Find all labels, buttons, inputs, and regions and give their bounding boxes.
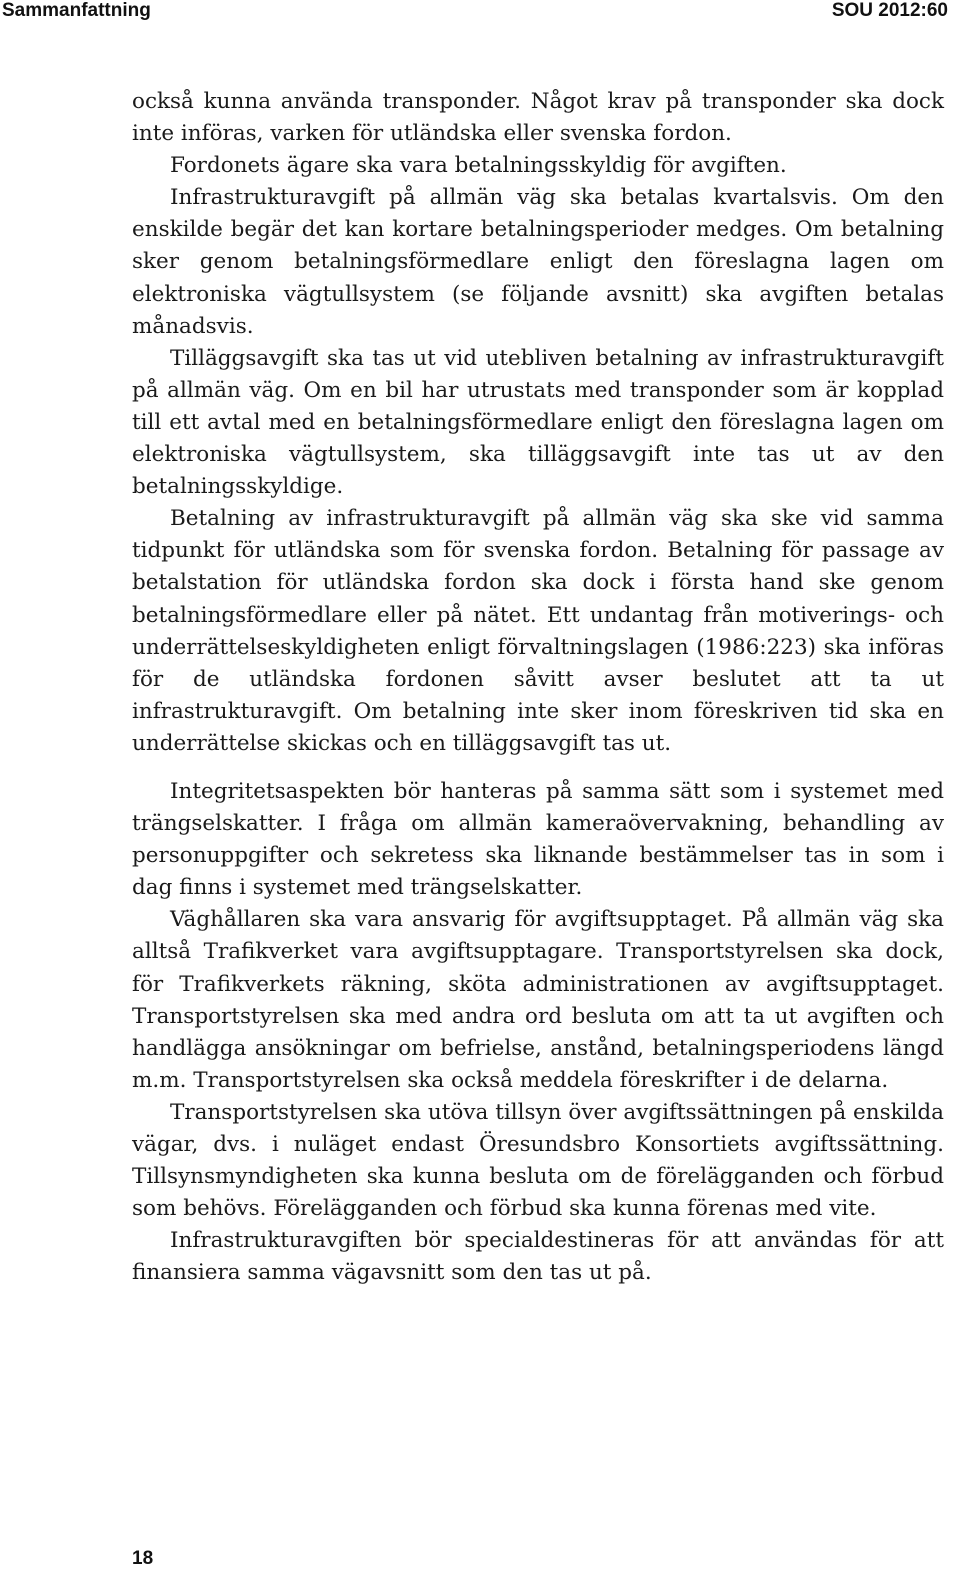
paragraph: Fordonets ägare ska vara betalningsskyldig för avgiften.	[170, 153, 787, 179]
paragraph: Betalning av infrastrukturavgift på allmän väg ska ske vid samma tidpunkt för utländska som för svenska fordon. Betalning för passage av betalstation för utländska fordon ska dock i första hand ske genom betalningsförmedlare eller på nätet. Ett undantag från motiverings- och underrättelseskyldigheten enligt förvaltningslagen (1986:223) ska införas för de utländska fordonen såvitt avser beslutet att ta ut infrastrukturavgift. Om betalning inte sker inom föreskriven tid ska en underrättelse skickas och en tilläggsavgift tas ut.	[132, 506, 944, 756]
page-number: 18	[132, 1548, 154, 1569]
paragraph: Väghållaren ska vara ansvarig för avgiftsupptaget. På allmän väg ska alltså Trafikverket vara avgiftsupptagare. Transportstyrelsen ska dock, för Trafikverkets räkning, sköta administrationen av avgiftsupptaget. Transportstyrelsen ska med andra ord besluta om att ta ut avgiften och handlägga ansökningar om befrielse, anstånd, betalningsperiodens längd m.m. Transportstyrelsen ska också meddela föreskrifter i de delarna.	[132, 907, 944, 1093]
paragraph: Integritetsaspekten bör hanteras på samma sätt som i systemet med trängselskatter. I fråga om allmän kameraövervakning, behandling av personuppgifter och sekretess ska liknande bestämmelser tas in som i dag finns i systemet med trängselskatter.	[132, 778, 944, 901]
paragraph: Transportstyrelsen ska utöva tillsyn över avgiftssättningen på enskilda vägar, dvs. i nuläget endast Öresundsbro Konsortiets avgiftssättning. Tillsynsmyndigheten ska kunna besluta om de förelägganden och förbud som behövs. Förelägganden och förbud ska kunna förenas med vite.	[132, 1099, 944, 1222]
paragraph: Tilläggsavgift ska tas ut vid utebliven betalning av infrastrukturavgift på allmän väg. Om en bil har utrustats med transponder som är kopplad till ett avtal med en betalningsförmedlare enligt den föreslagna lagen om elektroniska vägtullsystem, ska tilläggsavgift inte tas ut av den betalningsskyldige.	[132, 345, 944, 500]
paragraph: Infrastrukturavgiften bör specialdestineras för att användas för att finansiera samma vägavsnitt som den tas ut på.	[132, 1228, 944, 1286]
paragraph: också kunna använda transponder. Något krav på transponder ska dock inte införas, varken för utländska eller svenska fordon.	[132, 89, 944, 147]
body-text	[132, 86, 944, 1289]
paragraph: Infrastrukturavgift på allmän väg ska betalas kvartalsvis. Om den enskilde begär det kan kortare betalningsperioder medges. Om betalning sker genom betalningsförmedlare enligt den föreslagna lagen om elektroniska vägtullsystem (se följande avsnitt) ska avgiften betalas månadsvis.	[132, 185, 944, 339]
header-section-title: Sammanfattning	[2, 0, 151, 21]
running-header	[0, 0, 960, 26]
header-document-id: SOU 2012:60	[831, 0, 948, 21]
